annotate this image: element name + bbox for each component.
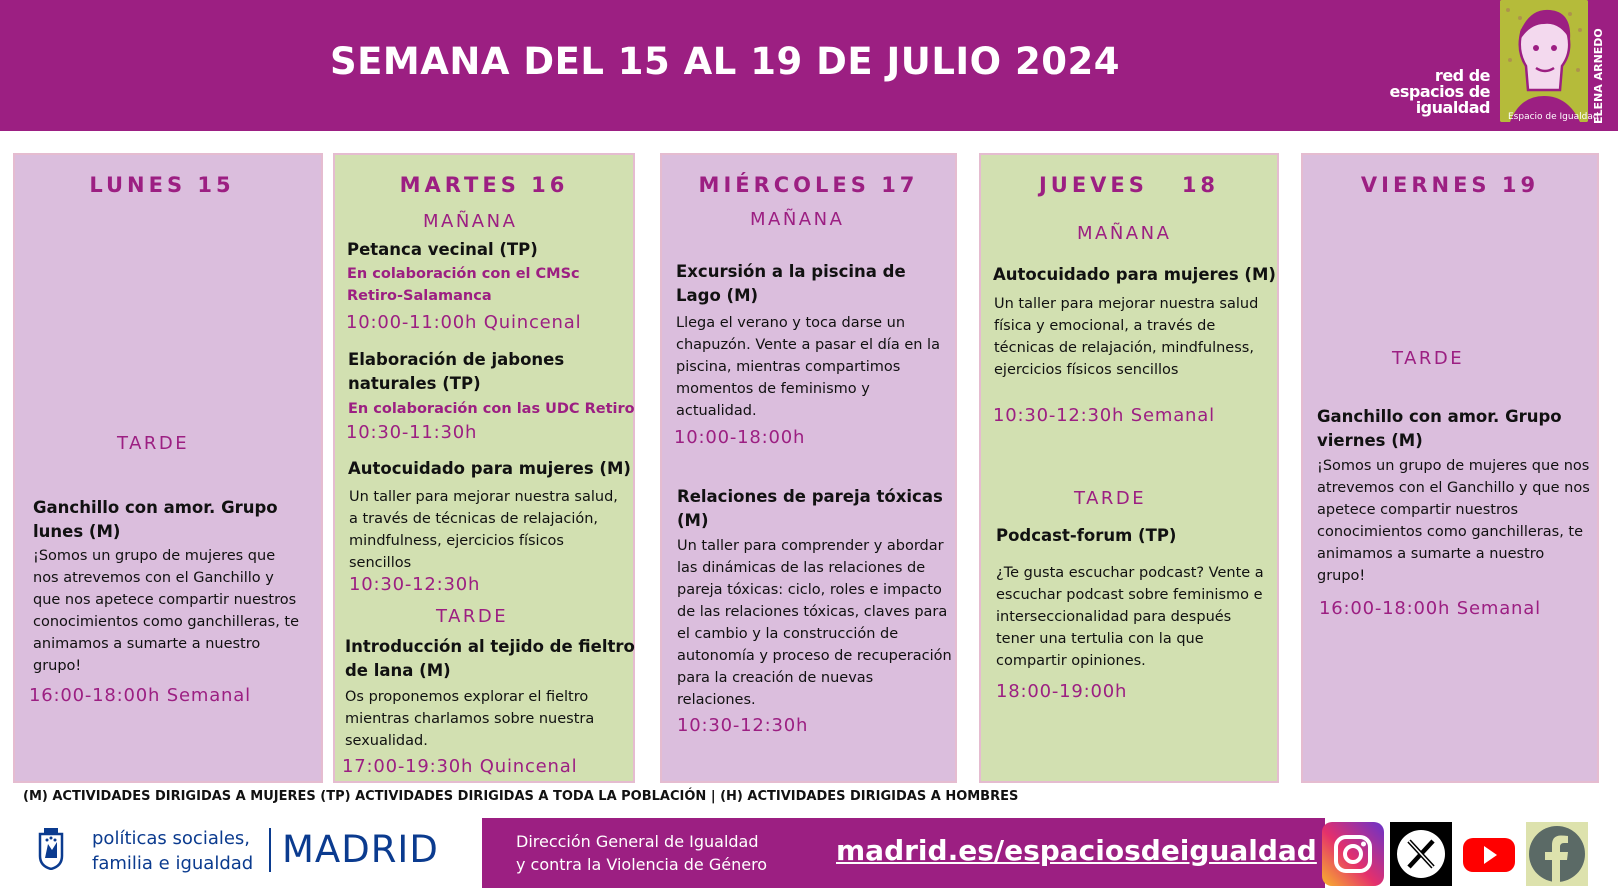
activity-time: 10:00-11:00h Quincenal [346, 312, 582, 333]
day-title: MIÉRCOLES 17 [698, 173, 919, 197]
day-column-wednesday [660, 153, 957, 783]
activity-time: 10:30-12:30h [677, 715, 809, 736]
day-title: LUNES 15 [89, 173, 235, 197]
activity-description: Un taller para mejorar nuestra salud física y emocional, a través de técnicas de relajación, mindfulness, ejercicios físicos sencillos [994, 296, 1259, 378]
activity-title: Elaboración de jabones naturales (TP) [348, 350, 565, 393]
activity-time: 10:30-12:30h [349, 574, 481, 595]
activity-time: 18:00-19:00h [996, 681, 1128, 702]
activity-title: Relaciones de pareja tóxicas (M) [677, 487, 943, 530]
madrid-logo [34, 826, 454, 876]
madrid-department: políticas sociales, familia e igualdad [92, 828, 254, 874]
activity-time: 16:00-18:00h Semanal [29, 685, 251, 706]
activity-title: Podcast-forum (TP) [996, 526, 1177, 545]
page-title: SEMANA DEL 15 AL 19 DE JULIO 2024 [330, 40, 1120, 83]
morning-label: MAÑANA [423, 211, 518, 232]
day-column-tuesday [333, 153, 635, 783]
directorate-name: Dirección General de Igualdad y contra la Violencia de Género [516, 832, 768, 874]
activity-description: ¡Somos un grupo de mujeres que nos atrevemos con el Ganchillo y que nos apetece compartir nuestros conocimientos como ganchilleras, te animamos a sumarte a nuestro grupo! [33, 548, 300, 674]
activity-title: Ganchillo con amor. Grupo viernes (M) [1317, 407, 1562, 450]
activity-description: ¡Somos un grupo de mujeres que nos atrevemos con el Ganchillo y que nos apetece compartir nuestros conocimientos como ganchilleras, te animamos a sumarte a nuestro grupo! [1317, 458, 1590, 584]
activity-description: Un taller para comprender y abordar las dinámicas de las relaciones de pareja tóxicas: ciclo, roles e impacto de las relaciones tóxicas, claves para el cambio y la construcción de autonomía y proceso de recuperación para la creación de nuevas relaciones. [677, 538, 952, 708]
website-link[interactable]: madrid.es/espaciosdeigualdad [836, 834, 1317, 867]
activity-title: Autocuidado para mujeres (M) [348, 459, 631, 478]
activity-title: Introducción al tejido de fieltro de lana (M) [345, 637, 635, 680]
activity-title: Ganchillo con amor. Grupo lunes (M) [33, 498, 278, 541]
logo-caption: Espacio de Igualdad [1508, 112, 1599, 122]
activity-description: Un taller para mejorar nuestra salud, a través de técnicas de relajación, mindfulness, ejercicios físicos sencillos [349, 489, 618, 571]
activity-description: Llega el verano y toca darse un chapuzón. Vente a pasar el día en la piscina, mientras compartimos momentos de feminismo y actualidad. [676, 315, 940, 419]
activity-title: Excursión a la piscina de Lago (M) [676, 262, 906, 305]
activity-collaboration: En colaboración con las UDC Retiro [348, 401, 635, 417]
espacio-igualdad-logo [1384, 0, 1618, 131]
header-banner [0, 0, 1618, 131]
activity-time: 16:00-18:00h Semanal [1319, 598, 1541, 619]
afternoon-label: TARDE [436, 606, 509, 627]
day-column-thursday [979, 153, 1279, 783]
activity-description: ¿Te gusta escuchar podcast? Vente a escuchar podcast sobre feminismo e interseccionalidad para después tener una tertulia con la que compartir opiniones. [996, 565, 1264, 669]
day-title: JUEVES 18 [1038, 173, 1220, 197]
logo-text: red de espacios de igualdad [1389, 66, 1490, 117]
divider [269, 828, 271, 872]
x-icon[interactable] [1390, 822, 1452, 886]
instagram-icon[interactable] [1322, 822, 1384, 886]
footer-band [482, 818, 1325, 888]
day-title: VIERNES 19 [1360, 173, 1540, 197]
activity-time: 10:30-11:30h [346, 422, 478, 443]
afternoon-label: TARDE [117, 433, 190, 454]
morning-label: MAÑANA [1077, 223, 1172, 244]
morning-label: MAÑANA [750, 209, 845, 230]
audience-legend: (M) ACTIVIDADES DIRIGIDAS A MUJERES (TP) ACTIVIDADES DIRIGIDAS A TODA LA POBLACIÓN | (H) ACTIVIDADES DIRIGIDAS A HOMBRES [23, 789, 1019, 804]
facebook-icon[interactable] [1526, 822, 1588, 886]
logo-vertical-name: ELENA ARNEDO [1592, 28, 1605, 124]
madrid-wordmark: MADRID [282, 828, 439, 871]
youtube-icon[interactable] [1458, 822, 1520, 886]
activity-time: 17:00-19:30h Quincenal [342, 756, 578, 777]
activity-title: Petanca vecinal (TP) [347, 240, 538, 259]
day-title: MARTES 16 [399, 173, 569, 197]
afternoon-label: TARDE [1392, 348, 1465, 369]
day-column-friday [1301, 153, 1599, 783]
activity-collaboration: En colaboración con el CMSc Retiro-Salamanca [347, 266, 580, 304]
portrait-icon [1500, 0, 1588, 122]
activity-title: Autocuidado para mujeres (M) [993, 265, 1276, 284]
activity-time: 10:30-12:30h Semanal [993, 405, 1215, 426]
activity-time: 10:00-18:00h [674, 427, 806, 448]
activity-description: Os proponemos explorar el fieltro mientras charlamos sobre nuestra sexualidad. [345, 689, 595, 749]
day-column-monday [13, 153, 323, 783]
madrid-shield-icon [38, 828, 64, 870]
afternoon-label: TARDE [1074, 488, 1147, 509]
